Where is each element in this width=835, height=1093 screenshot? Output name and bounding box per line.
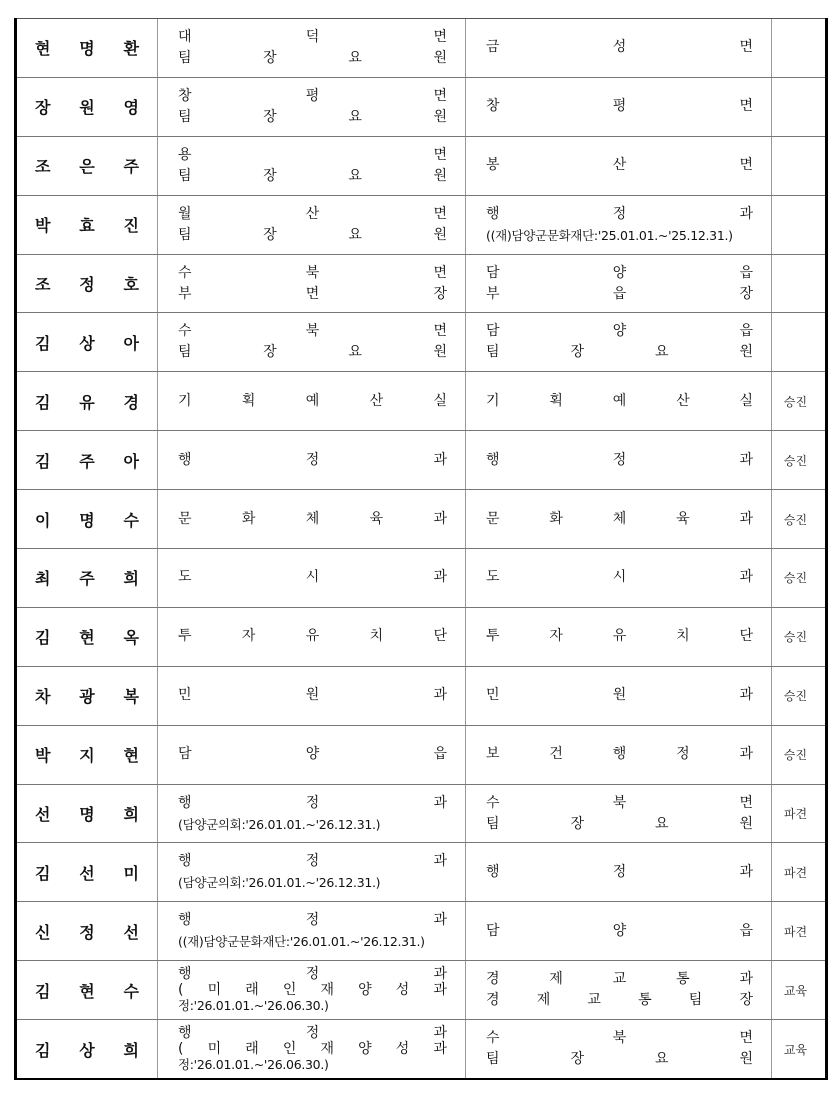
cell-line: 팀 장 요 원 [486, 344, 753, 361]
remark-cell: 교육 [771, 961, 819, 1019]
employee-name: 박 효 진 [35, 216, 139, 236]
new-post-cell [465, 78, 771, 136]
table-row [17, 18, 825, 77]
cell-line: 행 정 과 [486, 863, 753, 880]
table-row [17, 195, 825, 254]
cell-line: 행 정 과 [178, 966, 447, 983]
employee-name: 장 원 영 [35, 98, 139, 118]
cell-line: 정:'26.01.01.~'26.06.30.) [178, 998, 329, 1014]
table-row [17, 960, 825, 1019]
table-row [17, 784, 825, 843]
cell-line: 봉 산 면 [486, 157, 753, 174]
new-post-cell [465, 902, 771, 960]
cell-line: 행 정 과 [178, 912, 447, 929]
previous-post-cell [157, 843, 465, 901]
new-post-cell [465, 372, 771, 430]
employee-name: 김 선 미 [35, 863, 139, 883]
employee-name: 김 상 희 [35, 1040, 139, 1060]
cell-line: (담양군의회:'26.01.01.~'26.12.31.) [178, 816, 381, 832]
new-post-cell [465, 19, 771, 77]
cell-line: 팀 장 요 원 [178, 226, 447, 243]
employee-name: 이 명 수 [35, 510, 139, 530]
previous-post-cell [157, 196, 465, 254]
remark-cell: 승진 [771, 490, 819, 548]
previous-post-cell [157, 902, 465, 960]
cell-line: 수 북 면 [486, 794, 753, 811]
previous-post-cell [157, 549, 465, 607]
remark-cell: 승진 [771, 431, 819, 489]
new-post-cell [465, 608, 771, 666]
employee-name: 선 명 희 [35, 805, 139, 825]
cell-line: 수 북 면 [178, 323, 447, 340]
new-post-cell [465, 431, 771, 489]
table-row [17, 725, 825, 784]
remark-cell [771, 78, 819, 136]
new-post-cell [465, 961, 771, 1019]
remark-cell: 승진 [771, 667, 819, 725]
employee-name: 조 정 호 [35, 275, 139, 294]
cell-line: 담 양 읍 [178, 746, 447, 763]
previous-post-cell [157, 255, 465, 313]
previous-post-cell [157, 961, 465, 1019]
table-row [17, 312, 825, 371]
previous-post-cell [157, 726, 465, 784]
cell-line: 민 원 과 [486, 687, 753, 704]
new-post-cell [465, 196, 771, 254]
employee-name: 김 주 아 [35, 451, 139, 471]
employee-name: 현 명 환 [35, 39, 139, 59]
cell-line: 담 양 읍 [486, 264, 753, 281]
cell-line: 행 정 과 [486, 205, 753, 222]
table-row [17, 842, 825, 901]
table-row [17, 371, 825, 430]
cell-line: 금 성 면 [486, 39, 753, 56]
cell-line: 기 획 예 산 실 [178, 392, 447, 409]
previous-post-cell [157, 667, 465, 725]
cell-line: 팀 장 요 원 [178, 49, 447, 66]
previous-post-cell [157, 372, 465, 430]
cell-line: 민 원 과 [178, 687, 447, 704]
new-post-cell [465, 843, 771, 901]
cell-line: 월 산 면 [178, 205, 447, 222]
new-post-cell [465, 490, 771, 548]
employee-name: 차 광 복 [35, 687, 139, 707]
previous-post-cell [157, 608, 465, 666]
previous-post-cell [157, 490, 465, 548]
employee-name: 김 유 경 [35, 392, 139, 412]
cell-line: 담 양 읍 [486, 922, 753, 939]
new-post-cell [465, 785, 771, 843]
remark-cell [771, 196, 819, 254]
remark-cell: 승진 [771, 608, 819, 666]
remark-cell: 승진 [771, 726, 819, 784]
cell-line: 경 제 교 통 과 [486, 971, 753, 988]
table-row [17, 548, 825, 607]
previous-post-cell [157, 137, 465, 195]
cell-line: 경 제 교 통 팀 장 [486, 992, 753, 1009]
remark-cell [771, 137, 819, 195]
cell-line: 대 덕 면 [178, 28, 447, 45]
cell-line: 수 북 면 [486, 1030, 753, 1047]
cell-line: 팀 장 요 원 [178, 344, 447, 361]
cell-line: 행 정 과 [178, 451, 447, 468]
previous-post-cell [157, 78, 465, 136]
cell-line: 보 건 행 정 과 [486, 746, 753, 763]
cell-line: 팀 장 요 원 [178, 167, 447, 184]
cell-line: 문 화 체 육 과 [486, 510, 753, 527]
cell-line: ( 미 래 인 재 양 성 과 [178, 1041, 447, 1058]
employee-name: 김 현 옥 [35, 628, 139, 648]
new-post-cell [465, 313, 771, 371]
table-row [17, 901, 825, 960]
cell-line: 담 양 읍 [486, 323, 753, 340]
cell-line: 창 평 면 [486, 98, 753, 115]
employee-name: 신 정 선 [35, 922, 139, 942]
personnel-table [14, 18, 828, 1080]
cell-line: 도 시 과 [178, 569, 447, 586]
remark-cell: 승진 [771, 549, 819, 607]
employee-name: 김 현 수 [35, 981, 139, 1001]
cell-line: 팀 장 요 원 [486, 1051, 753, 1068]
cell-line: 부 면 장 [178, 285, 447, 302]
new-post-cell [465, 137, 771, 195]
remark-cell: 교육 [771, 1020, 819, 1078]
remark-cell [771, 313, 819, 371]
cell-line: 행 정 과 [486, 451, 753, 468]
cell-line: 행 정 과 [178, 853, 447, 870]
remark-cell [771, 255, 819, 313]
cell-line: 부 읍 장 [486, 285, 753, 302]
remark-cell: 파견 [771, 785, 819, 843]
table-row [17, 430, 825, 489]
cell-line: 문 화 체 육 과 [178, 510, 447, 527]
employee-name: 조 은 주 [35, 157, 139, 177]
cell-line: ((재)담양군문화재단:'26.01.01.~'26.12.31.) [178, 934, 425, 950]
cell-line: 투 자 유 치 단 [486, 628, 753, 645]
table-row [17, 666, 825, 725]
new-post-cell [465, 549, 771, 607]
cell-line: 용 면 [178, 146, 447, 163]
table-row [17, 136, 825, 195]
table-row [17, 607, 825, 666]
cell-line: (담양군의회:'26.01.01.~'26.12.31.) [178, 875, 381, 891]
new-post-cell [465, 726, 771, 784]
previous-post-cell [157, 19, 465, 77]
cell-line: 투 자 유 치 단 [178, 628, 447, 645]
cell-line: ((재)담양군문화재단:'25.01.01.~'25.12.31.) [486, 227, 733, 243]
cell-line: 팀 장 요 원 [486, 815, 753, 832]
cell-line: 정:'26.01.01.~'26.06.30.) [178, 1057, 329, 1073]
new-post-cell [465, 1020, 771, 1078]
cell-line: 행 정 과 [178, 794, 447, 811]
cell-line: ( 미 래 인 재 양 성 과 [178, 982, 447, 999]
cell-line: 행 정 과 [178, 1025, 447, 1042]
table-row [17, 254, 825, 313]
previous-post-cell [157, 313, 465, 371]
remark-cell: 승진 [771, 372, 819, 430]
cell-line: 창 평 면 [178, 87, 447, 104]
cell-line: 팀 장 요 원 [178, 108, 447, 125]
table-row [17, 77, 825, 136]
previous-post-cell [157, 785, 465, 843]
table-row [17, 489, 825, 548]
remark-cell: 파견 [771, 902, 819, 960]
table-row [17, 1019, 825, 1078]
employee-name: 박 지 현 [35, 746, 139, 766]
previous-post-cell [157, 431, 465, 489]
cell-line: 수 북 면 [178, 264, 447, 281]
previous-post-cell [157, 1020, 465, 1078]
remark-cell [771, 19, 819, 77]
new-post-cell [465, 667, 771, 725]
employee-name: 김 상 아 [35, 333, 139, 353]
employee-name: 최 주 희 [35, 569, 139, 589]
cell-line: 기 획 예 산 실 [486, 392, 753, 409]
cell-line: 도 시 과 [486, 569, 753, 586]
remark-cell: 파견 [771, 843, 819, 901]
new-post-cell [465, 255, 771, 313]
